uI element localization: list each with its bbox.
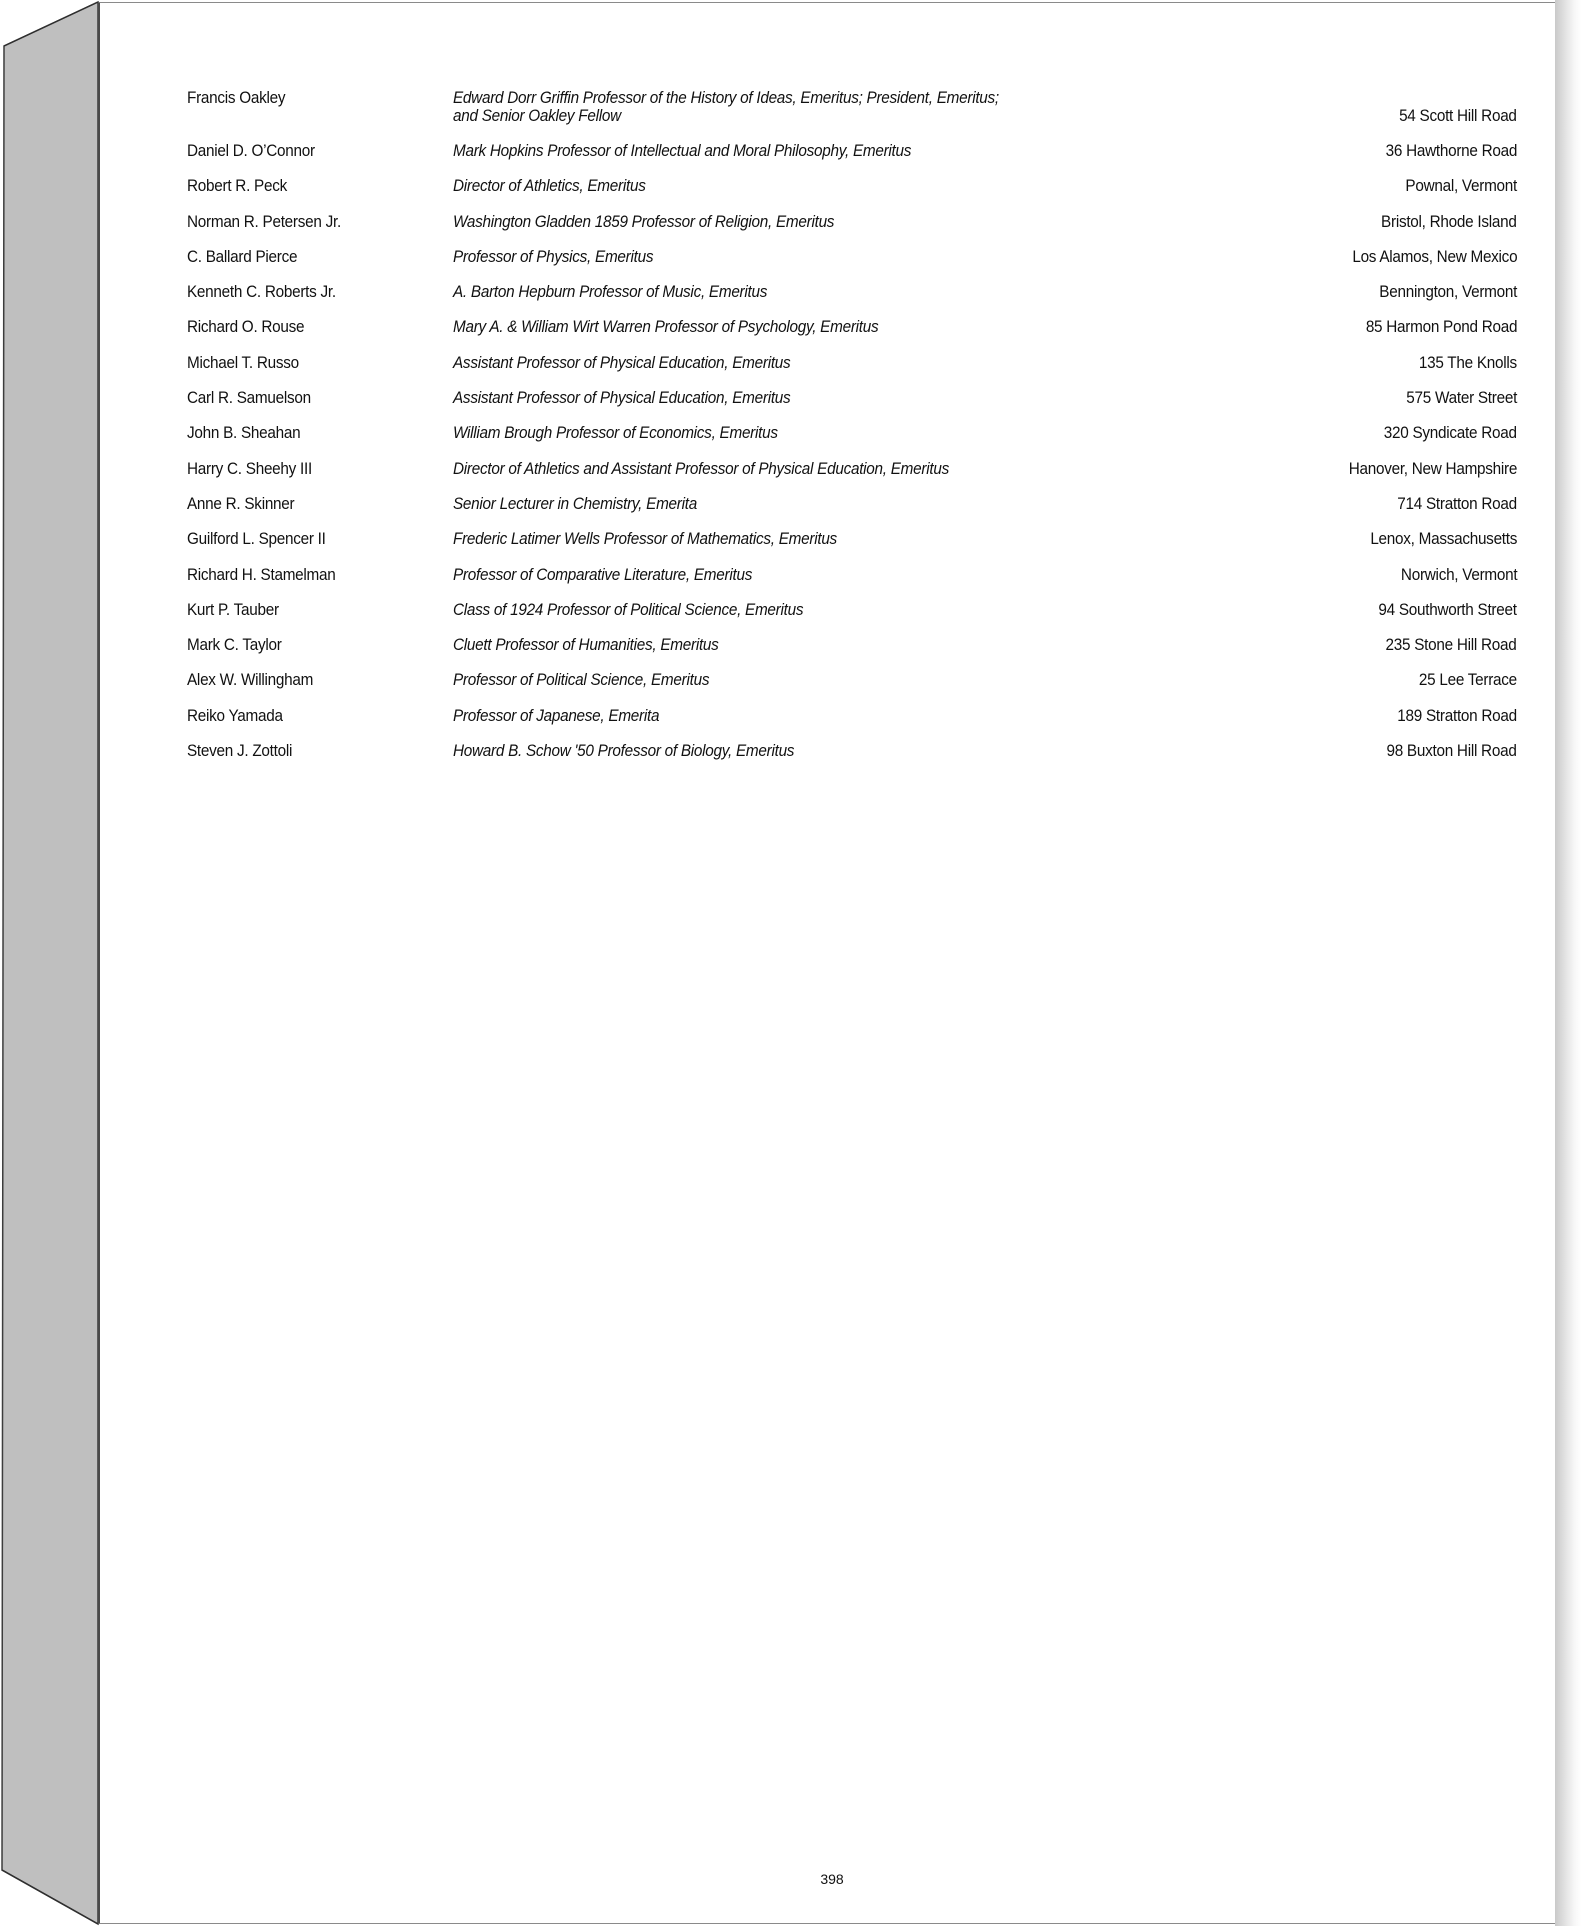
faculty-address: Lenox, Massachusetts [1370, 529, 1517, 549]
faculty-name: Steven J. Zottoli [187, 741, 293, 761]
faculty-name: Kurt P. Tauber [187, 599, 279, 619]
list-item [187, 742, 1517, 777]
faculty-address: 135 The Knolls [1418, 352, 1517, 372]
list-item [187, 530, 1517, 565]
emeriti-faculty-list [187, 89, 1517, 777]
faculty-name: Daniel D. O’Connor [187, 141, 315, 160]
faculty-title: William Brough Professor of Economics, Emeritus [453, 423, 778, 443]
faculty-name: Carl R. Samuelson [187, 388, 311, 408]
list-item [187, 601, 1517, 636]
faculty-title: Cluett Professor of Humanities, Emeritus [453, 635, 719, 655]
list-item [187, 177, 1517, 212]
faculty-title: Director of Athletics and Assistant Professor of Physical Education, Emeritus [453, 458, 949, 478]
list-item [187, 248, 1517, 283]
page-edge-shadow [1555, 0, 1581, 1926]
faculty-title: Professor of Japanese, Emerita [453, 705, 660, 725]
page-number: 398 [820, 1871, 844, 1887]
faculty-name: Michael T. Russo [187, 352, 299, 372]
faculty-address: Hanover, New Hampshire [1348, 458, 1517, 478]
faculty-address: 320 Syndicate Road [1384, 423, 1517, 443]
faculty-name: Harry C. Sheehy III [187, 458, 312, 478]
faculty-title: Assistant Professor of Physical Education, Emeritus [453, 388, 791, 408]
list-item [187, 89, 1517, 142]
faculty-name: C. Ballard Pierce [187, 246, 298, 266]
faculty-address: 575 Water Street [1406, 388, 1517, 408]
list-item [187, 636, 1517, 671]
list-item [187, 424, 1517, 459]
faculty-name: John B. Sheahan [187, 423, 301, 443]
list-item [187, 354, 1517, 389]
faculty-title: Professor of Physics, Emeritus [453, 246, 654, 266]
faculty-address: 36 Hawthorne Road [1385, 141, 1517, 160]
faculty-title: Howard B. Schow '50 Professor of Biology, Emeritus [453, 741, 795, 761]
faculty-address: 98 Buxton Hill Road [1386, 741, 1517, 761]
faculty-name: Anne R. Skinner [187, 493, 295, 513]
faculty-title: Washington Gladden 1859 Professor of Religion, Emeritus [453, 211, 835, 231]
faculty-title: Mary A. & William Wirt Warren Professor of Psychology, Emeritus [453, 317, 879, 337]
list-item [187, 671, 1517, 706]
list-item [187, 707, 1517, 742]
faculty-address: 235 Stone Hill Road [1386, 635, 1517, 655]
faculty-name: Alex W. Willingham [187, 670, 314, 690]
faculty-address: Pownal, Vermont [1405, 176, 1517, 196]
faculty-title: Class of 1924 Professor of Political Science, Emeritus [453, 599, 804, 619]
faculty-address: Los Alamos, New Mexico [1352, 246, 1517, 266]
faculty-title: Mark Hopkins Professor of Intellectual and Moral Philosophy, Emeritus [453, 141, 912, 160]
faculty-name: Francis Oakley [187, 88, 286, 107]
faculty-address: 25 Lee Terrace [1418, 670, 1517, 690]
faculty-title: Professor of Political Science, Emeritus [453, 670, 710, 690]
faculty-address: 54 Scott Hill Road [1399, 106, 1517, 125]
faculty-address: 714 Stratton Road [1397, 493, 1517, 513]
faculty-name: Norman R. Petersen Jr. [187, 211, 341, 231]
faculty-address: Norwich, Vermont [1400, 564, 1517, 584]
list-item [187, 213, 1517, 248]
faculty-title: Edward Dorr Griffin Professor of the History of Ideas, Emeritus; President, Emeritus; and Senior Oakley Fellow [453, 88, 999, 125]
faculty-address: 94 Southworth Street [1378, 599, 1517, 619]
list-item [187, 318, 1517, 353]
faculty-address: Bristol, Rhode Island [1381, 211, 1517, 231]
faculty-address: 189 Stratton Road [1397, 705, 1517, 725]
faculty-name: Robert R. Peck [187, 176, 287, 196]
document-page [98, 2, 1560, 1924]
list-item [187, 495, 1517, 530]
faculty-address: Bennington, Vermont [1379, 282, 1517, 302]
faculty-name: Mark C. Taylor [187, 635, 282, 655]
list-item [187, 142, 1517, 177]
list-item [187, 389, 1517, 424]
faculty-title: Senior Lecturer in Chemistry, Emerita [453, 493, 697, 513]
faculty-title: A. Barton Hepburn Professor of Music, Emeritus [453, 282, 768, 302]
faculty-name: Richard H. Stamelman [187, 564, 336, 584]
faculty-title: Assistant Professor of Physical Education, Emeritus [453, 352, 791, 372]
faculty-title: Professor of Comparative Literature, Emeritus [453, 564, 753, 584]
faculty-name: Reiko Yamada [187, 705, 283, 725]
faculty-name: Guilford L. Spencer II [187, 529, 326, 549]
faculty-name: Richard O. Rouse [187, 317, 305, 337]
list-item [187, 283, 1517, 318]
faculty-address: 85 Harmon Pond Road [1365, 317, 1517, 337]
faculty-name: Kenneth C. Roberts Jr. [187, 282, 336, 302]
faculty-title: Frederic Latimer Wells Professor of Mathematics, Emeritus [453, 529, 837, 549]
list-item [187, 460, 1517, 495]
list-item [187, 566, 1517, 601]
book-spine-edge [0, 0, 100, 1926]
faculty-title: Director of Athletics, Emeritus [453, 176, 646, 196]
